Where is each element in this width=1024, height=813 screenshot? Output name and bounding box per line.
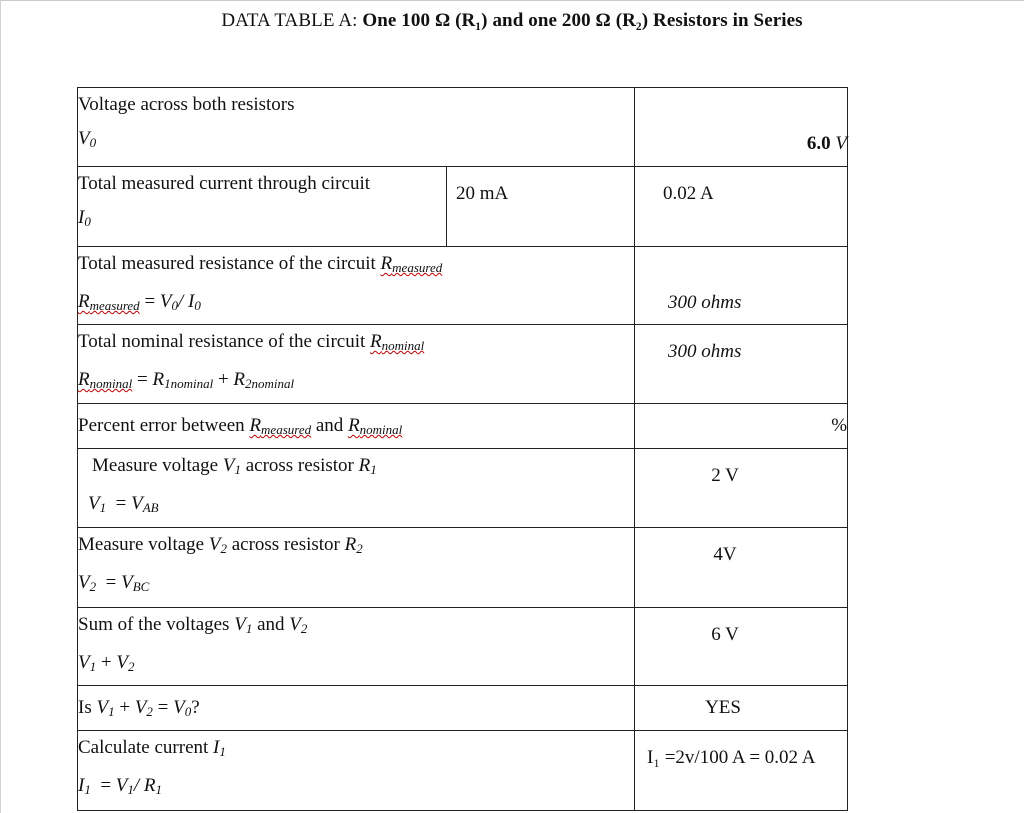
value-text: I₁ =2v/100 A = 0.02 A (647, 747, 816, 768)
page-top-rule (0, 0, 1024, 1)
row-label: Total measured current through circuit (78, 173, 371, 194)
table-row (78, 731, 848, 811)
formula: $R_{nominal} = R_{1nominal} + R_{2nominal}$ (78, 369, 295, 391)
row-label: Calculate current $I_1$ (78, 737, 226, 759)
table-row (78, 167, 848, 247)
value-cell[interactable] (635, 325, 848, 404)
value-cell[interactable] (635, 731, 848, 811)
label-cell (78, 404, 635, 449)
table-row (78, 404, 848, 449)
formula: $V_1 + V_2$ (78, 652, 135, 674)
value-cell-ma[interactable] (447, 167, 635, 247)
label-cell (78, 325, 635, 404)
value-text: % (831, 415, 848, 436)
value-text: YES (705, 697, 741, 718)
formula: $V_2 = V_{BC}$ (78, 572, 150, 594)
table-row (78, 608, 848, 686)
value-cell[interactable] (635, 449, 848, 528)
table-row (78, 528, 848, 608)
value-text: 0.02 A (663, 183, 714, 204)
row-label: Total measured resistance of the circuit $R_{measured}$ (78, 253, 443, 275)
table-title (0, 10, 1024, 32)
value-text: 2 V (711, 465, 739, 486)
title-prefix: DATA TABLE A: (221, 10, 363, 31)
formula: $R_{measured} = V_0/$ $I_0$ (78, 291, 201, 313)
formula: $V_0$ (78, 128, 97, 150)
value-text: 6.0 (806, 133, 831, 154)
formula: $I_0$ (78, 207, 91, 229)
row-label: Voltage across both resistors (78, 94, 295, 115)
value-text: 20 mA (456, 183, 509, 204)
label-cell (78, 731, 635, 811)
row-label: Percent error between $R_{measured}$ and $R_{nominal}$ (78, 415, 403, 437)
row-label: Sum of the voltages $V_1$ and $V_2$ (78, 614, 308, 636)
value-text: 6 V (711, 624, 739, 645)
label-cell (78, 686, 635, 731)
row-label: Total nominal resistance of the circuit $R_{nominal}$ (78, 331, 425, 353)
label-cell (78, 167, 447, 247)
value-cell[interactable] (635, 88, 848, 167)
value-cell[interactable] (635, 608, 848, 686)
row-label: Measure voltage $V_2$ across resistor $R_2$ (78, 534, 363, 556)
value-cell[interactable] (635, 247, 848, 325)
row-label: Measure voltage $V_1$ across resistor $R_1$ (92, 455, 377, 477)
row-label: Is $V_1 + V_2 = V_0$? (78, 697, 200, 719)
label-cell (78, 608, 635, 686)
value-text: 300 ohms (668, 292, 742, 313)
label-cell (78, 449, 635, 528)
value-cell[interactable] (635, 528, 848, 608)
value-cell[interactable] (635, 404, 848, 449)
table-row (78, 247, 848, 325)
table-row (78, 325, 848, 404)
title-main: One 100 Ω (R₁) and one 200 Ω (R₂) Resistors in Series (362, 10, 803, 31)
label-cell (78, 528, 635, 608)
page-left-rule (0, 0, 1, 813)
label-cell (78, 247, 635, 325)
value-text: 4V (713, 544, 737, 565)
formula: $I_1 = V_1/$ $R_1$ (78, 775, 163, 797)
formula: $V_1 = V_{AB}$ (88, 493, 159, 515)
value-unit: V (835, 133, 848, 154)
data-table-a (77, 87, 848, 811)
table-row (78, 449, 848, 528)
value-cell[interactable] (635, 167, 848, 247)
value-cell[interactable] (635, 686, 848, 731)
label-cell (78, 88, 635, 167)
value-text: 300 ohms (668, 341, 742, 362)
table-row (78, 88, 848, 167)
table-row (78, 686, 848, 731)
